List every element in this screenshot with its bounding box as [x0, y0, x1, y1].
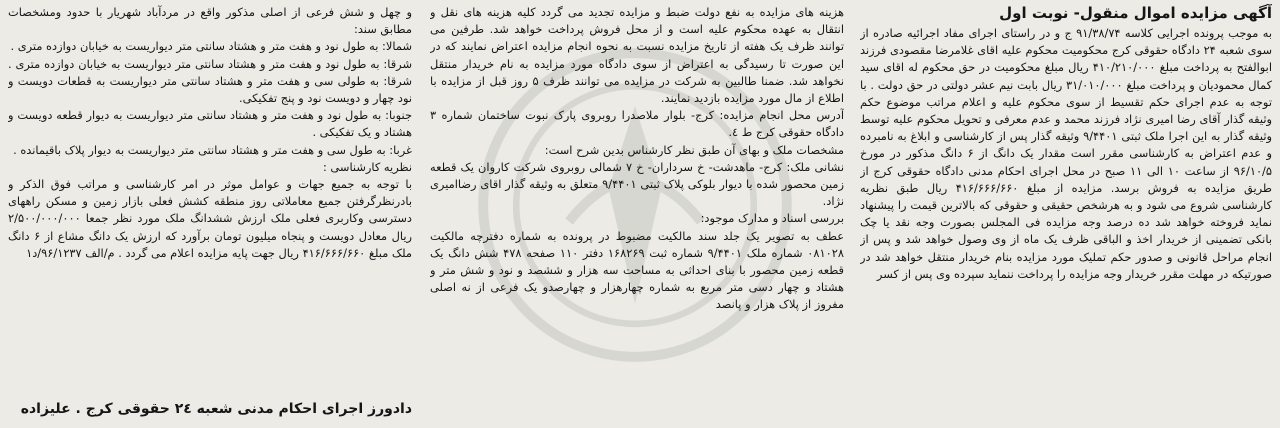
column-left	[8, 4, 412, 424]
paragraph-south-boundary: جنوبا: به طول نود و هفت متر و هشتاد سانتی متر دیواریست به دیوار قطعه دویست و هشتاد و یک تفکیکی .	[8, 108, 412, 140]
paragraph-auction-address: آدرس محل انجام مزایده: کرج- بلوار ملاصدرا روبروی پارک نبوت ساختمان شماره ۳ دادگاه حقوقی کرج ط ٤.	[430, 108, 844, 140]
paragraph-auction-terms: هزینه های مزایده به نفع دولت ضبط و مزایده تجدید می گردد کلیه هزینه های نقل و انتقال به عهده محکوم علیه است و از محل فروش پرداخت خواهد شد. طرفین می توانند ظرف یک هفته از تاریخ مزایده نسبت به نحوه انجام مزایده اعتراض نمایند که در این صورت تا رسیدگی به اعتراض از سوی دادگاه مورد مزایده به نام خریدار منتقل نخواهد شد. ضمنا طالبین به شرکت در مزایده می توانند ظرف ۵ روز قبل از مزایده با اطلاع از مال مورد مزایده بازدید نمایند.	[430, 5, 844, 106]
paragraph-documents-heading: بررسی اسناد و مدارک موجود:	[700, 211, 844, 226]
signature-line: دادورز اجرای احکام مدنی شعبه ۲٤ حقوقی کرج . علیزاده	[20, 400, 412, 417]
paragraph-east-boundary: شرقا: به طول نود و هفت متر و هشتاد سانتی متر دیواریست به خیابان دوازده متری . شرقا: به طولی سی و هفت متر و هشتاد سانتی متر دیواریست به قطعات دویست و نود چهار و دویست نود و پنج تفکیکی.	[8, 56, 412, 106]
paragraph-expert-opinion: با توجه به جمیع جهات و عوامل موثر در امر کارشناسی و مراتب فوق الذکر و بادرنظرگرفتن جمیع معاملاتی روز منطقه کشش فعلی بازار زمین و مسکن راههای دسترسی وکاربری فعلی ملک ارزش ششدانگ ملک مورد نظر جمعا ۲/۵۰۰/۰۰۰/۰۰۰ ریال معادل دویست و پنجاه میلیون تومان برآورد که ارزش یک دانگ مشاع از ۶ دانگ ملک مبلغ ۴۱۶/۶۶۶/۶۶۰ ریال جهت پایه مزایده اعلام می گردد . م/الف ۹۶/۱۲۳۷/د۱	[8, 177, 412, 260]
paragraph-boundaries-intro: و چهل و شش فرعی از اصلی مذکور واقع در مردآباد شهریار با حدود ومشخصات مطابق سند:	[8, 5, 412, 37]
column-right	[860, 4, 1272, 424]
paragraph-west-boundary: غربا: به طول سی و هفت متر و هشتاد سانتی متر دیواریست به دیوار پلاک باقیمانده .	[13, 142, 412, 157]
notice-body-text: به موجب پرونده اجرایی کلاسه ۹۱/۳۸/۷۴ ج و در راستای اجرای مفاد اجرائیه صادره از سوی شعبه ۲۴ دادگاه حقوقی کرج محکومیت محکوم علیه اقای غلامرضا مقصودی فرزند ابوالفتح به پرداخت مبلغ ۴۱۰/۲۱۰/۰۰۰ ریال مبلغ محکومیت در حق محکوم له اقای سید کمال محمودیان و پرداخت مبلغ ۳۱/۰۱۰/۰۰۰ ریال بابت نیم عشر دولتی در حق دولت . با توجه به عدم اجرای حکم تقسیط از سوی محکوم علیه و اعلام مراتب موضوع حکم وثیقه گذار آقای رضا امیری نژاد فرزند محمد و عدم معرفی و تحویل محکوم علیه توسط وثیقه گذار به این اجرا ملک ثبتی ۹/۴۴۰۱ وثیقه گذار پس از کارشناسی و ابلاغ به نامبرده و عدم اعتراض به کارشناسی مقرر است مقدار یک دانگ از ۶ دانگ مذکور در مورخ ۹۶/۱۰/۵ از ساعت ۱۰ الی ۱۱ صبح در محل اجرای احکام مدنی دادگاه حقوقی کرج از طریق مزایده به فروش برسد. مزایده از مبلغ ۴۱۶/۶۶۶/۶۶۰ ریال طبق نظریه کارشناسی شروع می شود و به هرشخص حقیقی و حقوقی که بالاترین قیمت را پیشنهاد نماید فروخته خواهد شد ده درصد وجه مزایده فی المجلس بصورت وجه نقد یا چک بانکی تضمینی از خریدار اخذ و الباقی ظرف یک ماه از وی وصول خواهد شد و پس از انجام مراحل قانونی و صدور حکم تملیک مورد مزایده بنام خریدار منتقل خواهد شد در صورتیکه در مهلت مقرر خریدار وجه مزایده را پرداخت ننماید سپرده وی پس از کسر	[860, 26, 1272, 281]
notice-title: آگهی مزایده اموال منقول- نوبت اول	[999, 4, 1272, 22]
column-middle	[430, 4, 844, 424]
paragraph-property-intro: مشخصات ملک و بهای آن طبق نظر کارشناس بدین شرح است:	[544, 142, 844, 157]
paragraph-property-address: نشانی ملک: کرج- ماهدشت- خ سرداران- خ ۷ شمالی روبروی شرکت کاروان یک قطعه زمین محصور شده با دیوار بلوکی پلاک ثبتی ۹/۴۴۰۱ متعلق به وثیقه گذار اقای رضاامیری نژاد.	[430, 159, 844, 209]
paragraph-north-boundary: شمالا: به طول نود و هفت متر و هشتاد سانتی متر دیواریست به خیابان دوازده متری .	[10, 39, 412, 54]
paragraph-deed-details: عطف به تصویر یک جلد سند مالکیت مضبوط در پرونده به شماره دفترچه مالکیت ۰۸۱۰۲۸ شماره ملک ۹/۴۴۰۱ شماره ثبت ۱۶۸۲۶۹ دفتر ۱۱۰ صفحه ۴۷۸ شش دانگ یک قطعه زمین محصور با بنای احداثی به مساحت سه هزار و ششصد و نود و شش متر و هشتاد و چهار دسی متر مربع به شماره چهارهزار و چهارصدو یک فرعی از نه اصلی مفروز از پلاک هزار و پانصد	[430, 228, 844, 312]
paragraph-expert-heading: نظریه کارشناسی :	[322, 159, 412, 174]
